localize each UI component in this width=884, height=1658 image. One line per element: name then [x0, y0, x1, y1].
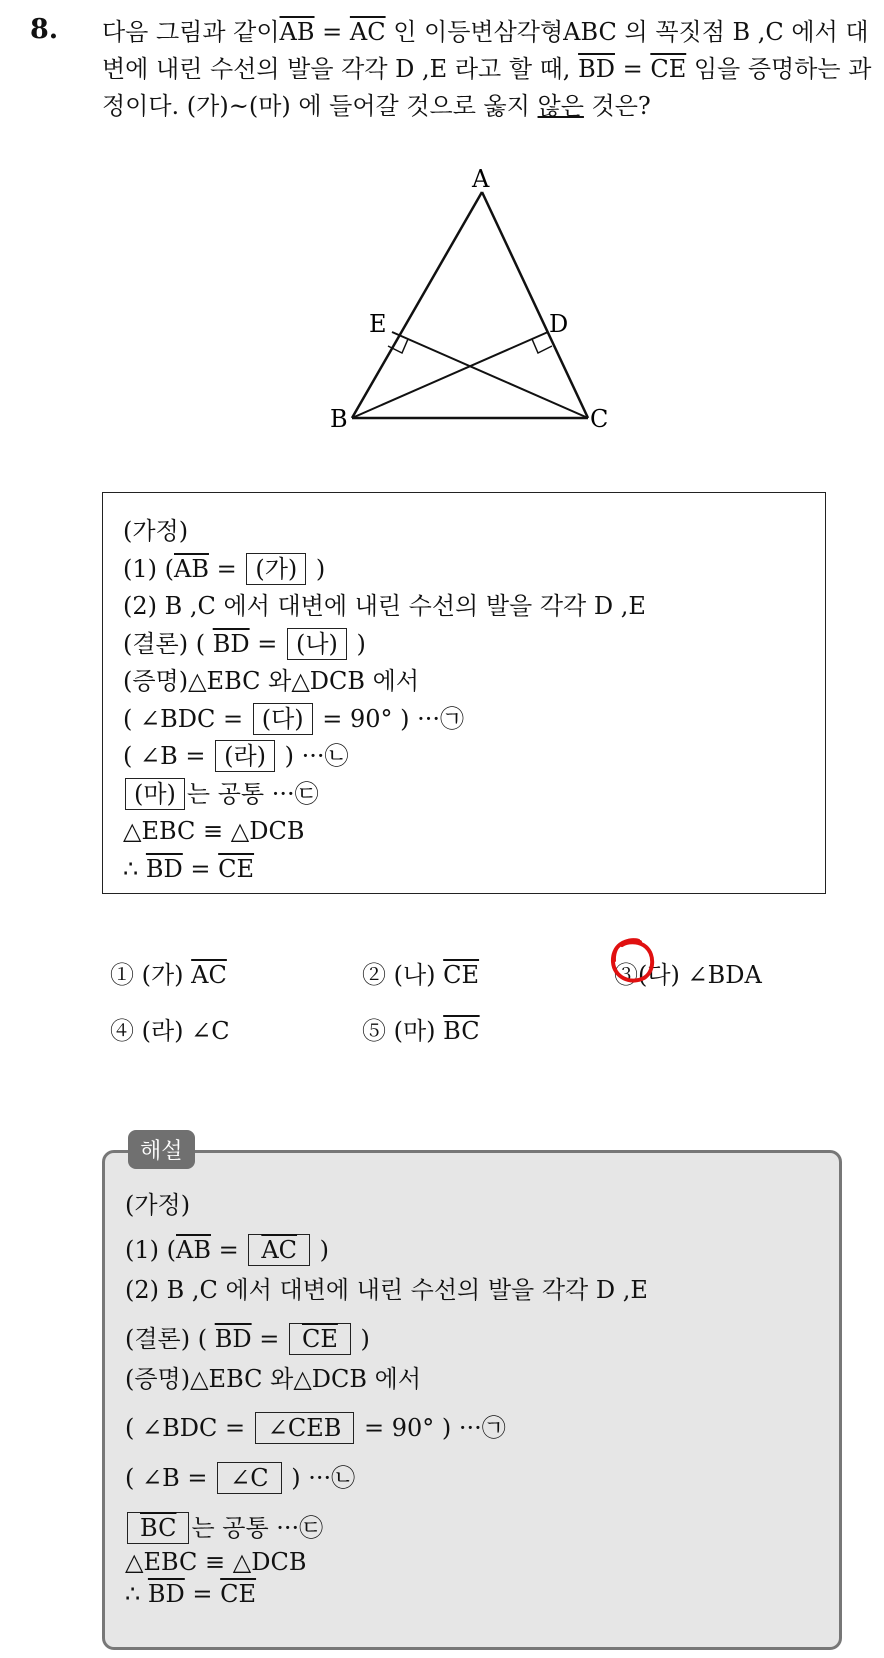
sol-line-1: (가정)	[125, 1191, 191, 1219]
perpendicular-bd	[352, 332, 548, 418]
blank-ra: (라)	[215, 740, 275, 772]
answer-circle-mark	[606, 933, 658, 989]
side-ab	[352, 192, 482, 418]
right-angle-mark-d	[532, 339, 552, 353]
pl4a: (결론) (	[123, 629, 213, 658]
c1label: (가)	[134, 961, 192, 989]
c4label: (라)	[134, 1017, 192, 1045]
sol-box-c: ∠C	[217, 1462, 281, 1494]
choice-4[interactable]	[110, 1011, 230, 1046]
c5val: $\overline{BC}$	[443, 1017, 480, 1045]
segment-ac: $\overline{AC}$	[349, 18, 386, 46]
label-c: C	[590, 405, 609, 433]
pl7b: ) ···㉡	[277, 742, 349, 770]
q-text-1: 다음 그림과 같이	[102, 18, 280, 46]
proof-line-8	[123, 776, 646, 814]
sl10b: $\overline{BD}$	[147, 1580, 185, 1608]
c2val: $\overline{CE}$	[443, 961, 480, 989]
blank-da: (다)	[253, 703, 313, 735]
sl2c: =	[210, 1236, 247, 1264]
solution-tag: 해설	[128, 1130, 195, 1169]
pl4c: =	[249, 629, 285, 658]
c1num: ①	[110, 961, 134, 989]
question-text	[102, 14, 872, 125]
sl7b: ) ···㉡	[283, 1464, 356, 1492]
sl10a: ∴	[125, 1580, 148, 1608]
pl2a: (1) (	[123, 554, 174, 583]
choice-2[interactable]	[362, 955, 479, 990]
perpendicular-ce	[392, 332, 588, 418]
c4val: ∠C	[191, 1017, 230, 1045]
choice-1[interactable]	[110, 955, 227, 990]
blank-na: (나)	[287, 628, 347, 660]
sl4b: $\overline{BD}$	[214, 1325, 252, 1353]
q-eq: =	[314, 18, 350, 46]
pl6b: = 90° ) ···㉠	[314, 704, 465, 733]
sl4d: )	[352, 1325, 370, 1353]
proof-line-7	[123, 738, 646, 776]
proof-line-6	[123, 701, 646, 739]
segment-bd: $\overline{BD}$	[578, 55, 615, 83]
c5label: (마)	[386, 1017, 444, 1045]
proof-line-1: (가정)	[123, 517, 189, 545]
pl10b: $\overline{BD}$	[145, 854, 183, 883]
blank-ma: (마)	[125, 778, 185, 810]
c2label: (나)	[386, 961, 444, 989]
solution-box	[102, 1150, 842, 1650]
sol-line-7	[125, 1458, 648, 1494]
c3label: (다)	[638, 961, 688, 989]
sl7a: ( ∠B =	[125, 1464, 216, 1492]
q-emphasis: 않은	[537, 92, 584, 120]
sol-line-2	[125, 1234, 648, 1266]
sl10c: =	[184, 1580, 221, 1608]
c4num: ④	[110, 1017, 134, 1045]
proof-line-10	[123, 851, 646, 889]
sl2a: (1) (	[125, 1236, 176, 1264]
sol-line-9: △EBC ≡ △DCB	[125, 1548, 307, 1576]
segment-ab: $\overline{AB}$	[279, 18, 315, 46]
q-text-2: 인 이등변삼각형ABC 의 꼭짓점 B ,C 에서 대변에 내린 수선의 발을 각각 D ,E 라고 할 때,	[102, 18, 869, 83]
proof-line-2	[123, 551, 646, 589]
label-b: B	[330, 405, 348, 433]
pl8a: 는 공통 ···㉢	[186, 779, 319, 808]
question-number: 8.	[30, 14, 59, 45]
pl10d: $\overline{CE}$	[218, 854, 255, 883]
proof-box	[102, 492, 826, 894]
sol-box-ce: $\overline{CE}$	[289, 1323, 351, 1355]
pl4b: $\overline{BD}$	[212, 629, 250, 658]
label-a: A	[472, 165, 490, 193]
pl4d: )	[348, 629, 366, 658]
q-text-5: 것은?	[583, 92, 651, 120]
pl2b: $\overline{AB}$	[174, 554, 209, 583]
sol-box-bc: $\overline{BC}$	[127, 1512, 189, 1544]
pl6a: ( ∠BDC =	[123, 704, 251, 733]
sl2d: )	[312, 1236, 330, 1264]
pl10a: ∴	[123, 854, 146, 883]
sol-line-6	[125, 1408, 648, 1444]
sl6a: ( ∠BDC =	[125, 1414, 253, 1442]
c2num: ②	[362, 961, 386, 989]
pl2d: )	[308, 554, 326, 583]
sol-box-ac: $\overline{AC}$	[248, 1234, 310, 1266]
proof-line-9: △EBC ≡ △DCB	[123, 817, 305, 845]
pl2c: =	[208, 554, 245, 583]
sl6b: = 90° ) ···㉠	[356, 1414, 506, 1442]
proof-line-5: (증명)△EBC 와△DCB 에서	[123, 667, 420, 695]
c3val: ∠BDA	[687, 961, 762, 989]
q-text-3: 임을 증명하는 과정이다. (가)~(마) 에 들어갈 것으로 옳지	[102, 55, 872, 120]
sl8a: 는 공통 ···㉢	[191, 1514, 324, 1542]
c3num: ③	[614, 961, 638, 989]
sl4a: (결론) (	[125, 1325, 215, 1353]
choice-5[interactable]	[362, 1011, 480, 1046]
triangle-figure	[330, 160, 630, 445]
sl2b: $\overline{AB}$	[176, 1236, 211, 1264]
q-eq-2: =	[614, 55, 651, 83]
sol-line-5: (증명)△EBC 와△DCB 에서	[125, 1365, 422, 1393]
pl10c: =	[182, 854, 219, 883]
c1val: $\overline{AC}$	[191, 961, 227, 989]
sol-line-4	[125, 1319, 648, 1355]
label-e: E	[369, 310, 387, 338]
blank-ga: (가)	[246, 553, 306, 585]
sl10d: $\overline{CE}$	[220, 1580, 257, 1608]
proof-line-4	[123, 626, 646, 664]
sl4c: =	[251, 1325, 287, 1353]
sol-box-ceb: ∠CEB	[255, 1412, 355, 1444]
pl7a: ( ∠B =	[123, 742, 214, 770]
label-d: D	[549, 310, 569, 338]
side-ac	[482, 192, 588, 418]
sol-line-3: (2) B ,C 에서 대변에 내린 수선의 발을 각각 D ,E	[125, 1276, 648, 1304]
proof-line-3: (2) B ,C 에서 대변에 내린 수선의 발을 각각 D ,E	[123, 592, 646, 620]
sol-line-8	[125, 1508, 648, 1544]
c5num: ⑤	[362, 1017, 386, 1045]
segment-ce: $\overline{CE}$	[650, 55, 687, 83]
sol-line-10	[125, 1580, 648, 1608]
